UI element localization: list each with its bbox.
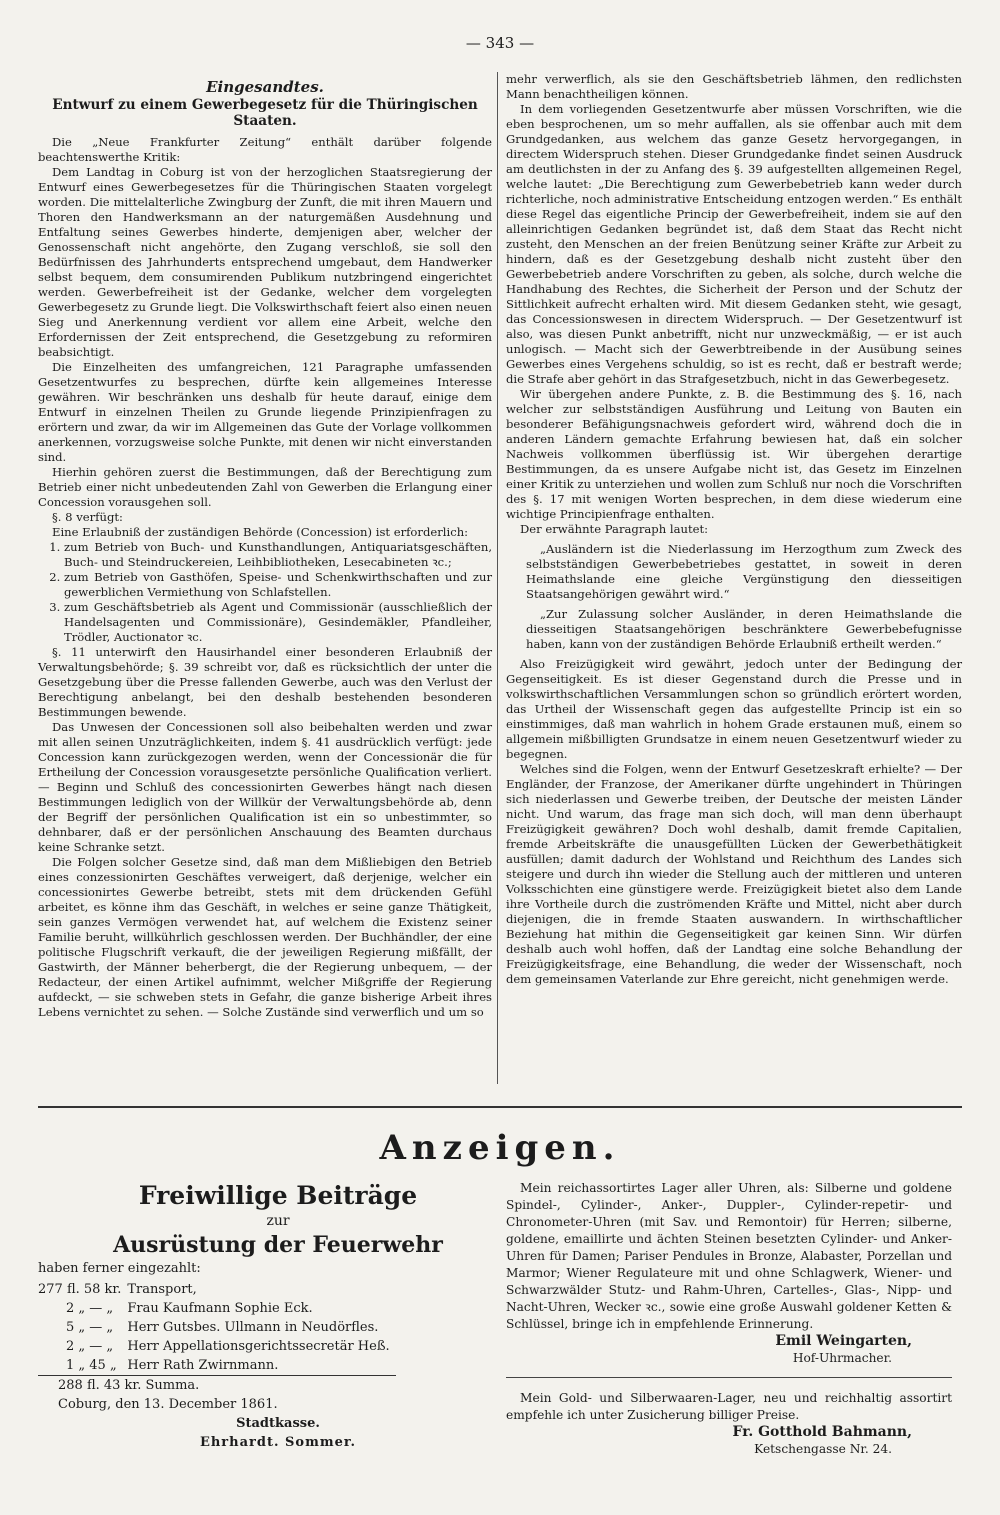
notice-subtitle: Ausrüstung der Feuerwehr <box>113 1232 443 1258</box>
paragraph: In dem vorliegenden Gesetzentwurfe aber müssen Vorschriften, wie die eben besprochenen, um so mehr auffallen, als sie offenbar auch mit dem Grundgedanken, aus welchem das ganze Gesetz hervorgegangen, in directem Widerspruch stehen. Dieser Grundgedanke findet seinen Ausdruck am deutlichsten in der zu Anfang des §. 39 aufgestellten allgemeinen Regel, welche lautet: „Die Berechtigung zum Gewerbebetrieb kann weder durch richterliche, noch administrative Entscheidung entzogen werden.“ Es enthält diese Regel das eigentliche Princip der Gewerbefreiheit, indem sie auf den alleinrichtigen Gedanken begründet ist, daß dem Staat das Recht nicht zusteht, den Menschen an der freien Benützung seiner Kräfte zur Arbeit zu hindern, daß es der Gesetzgebung deshalb nicht zusteht über den Gewerbebetrieb andere Vorschriften zu geben, als solche, durch welche die Handhabung des Rechtes, die Sicherheit der Person und der Schutz der Sittlichkeit aufrecht erhalten wird. Mit diesem Gedanken steht, wie gesagt, das Concessionswesen in directem Widerspruch. — Der Gesetzentwurf ist also, was diesen Punkt anbetrifft, nicht nur unzweckmäßig, — er ist auch unlogisch. — Macht sich der Gewerbtreibende in der Ausübung seines Gewerbes eines Vergehens schuldig, so ist es recht, daß er bestraft werde; die Strafe aber gehört in das Strafgesetzbuch, nicht in das Gewerbegesetz. <box>506 102 962 386</box>
quote: „Zur Zulassung solcher Ausländer, in deren Heimathslande die diesseitigen Staatsangehörigen beschränktere Gewerbebefugnisse haben, kann von der zuständigen Behörde Erlaubniß ertheilt werden.“ <box>526 607 962 651</box>
sum-line: 288 fl. 43 kr. Summa. <box>58 1378 200 1393</box>
name-cell: Herr Appellationsgerichtssecretär Heß. <box>127 1339 390 1354</box>
name-cell: Frau Kaufmann Sophie Eck. <box>127 1301 313 1316</box>
watch-ad-title: Hof-Uhrmacher. <box>792 1351 892 1365</box>
paragraph: Wir übergehen andere Punkte, z. B. die Bestimmung des §. 16, nach welcher zur selbstständigen Ausführung und Leitung von Bauten ein besonderer Befähigungsnachweis gefordert wird, während doch die in anderen Ländern gemachte Erfahrung bewiesen hat, daß ein solcher Nachweis vollkommen überflüssig ist. Wir übergehen derartige Bestimmungen, da es unsere Aufgabe nicht ist, das Gesetz im Einzelnen einer Kritik zu unterziehen und wollen zum Schluß nur noch die Vorschriften des §. 17 mit wenigen Worten besprechen, in dem diese wiederum eine wichtige Principienfrage enthalten. <box>506 387 962 521</box>
left-column <box>38 72 492 1020</box>
notice-title-connector: zur <box>266 1213 290 1229</box>
list-item: 1. zum Betrieb von Buch- und Kunsthandlungen, Antiquariatsgeschäften, Buch- und Steindruckereien, Leihbibliotheken, Lesecabineten ꝛc.; <box>64 540 492 570</box>
amount-cell: 2 „ — „ <box>66 1301 114 1316</box>
ad-divider <box>506 1377 952 1378</box>
notice-intro: haben ferner eingezahlt: <box>38 1261 201 1276</box>
paragraph: Eine Erlaubniß der zuständigen Behörde (Concession) ist erforderlich: <box>52 525 469 539</box>
goldware-ad-address: Ketschengasse Nr. 24. <box>754 1442 892 1456</box>
paragraph: §. 11 unterwirft den Hausirhandel einer besonderen Erlaubniß der Verwaltungsbehörde; §. 39 schreibt vor, daß es rücksichtlich der unter die Gesetzgebung über die Presse fallenden Gewerbe, auch was den Verlust der Berechtigung anbelangt, bei den deshalb bestehenden besonderen Bestimmungen bewende. <box>38 645 492 719</box>
table-row <box>38 1299 396 1318</box>
paragraph: Die „Neue Frankfurter Zeitung“ enthält darüber folgende beachtenswerthe Kritik: <box>38 135 492 164</box>
goldware-ad-signature: Fr. Gotthold Bahmann, <box>732 1424 912 1440</box>
list-item: 3. zum Geschäftsbetrieb als Agent und Commissionär (ausschließlich der Handelsagenten und Commissionäre), Gesindemäkler, Pfandleiher, Trödler, Auctionator ꝛc. <box>64 600 492 645</box>
name-cell: Herr Gutsbes. Ullmann in Neudörfles. <box>127 1320 379 1335</box>
section-divider <box>38 1106 962 1108</box>
list-item: 2. zum Betrieb von Gasthöfen, Speise- und Schenkwirthschaften und zur gewerblichen Vermiethung von Schlafstellen. <box>64 570 492 600</box>
name-cell: Transport, <box>127 1282 197 1297</box>
advertisements <box>506 1180 952 1458</box>
date-line: Coburg, den 13. December 1861. <box>58 1397 278 1412</box>
amount-cell: 277 fl. 58 kr. <box>38 1282 122 1297</box>
paragraph: Die Folgen solcher Gesetze sind, daß man dem Mißliebigen den Betrieb eines conzessionirten Geschäftes verweigert, daß derjenige, welcher ein concessionirtes Gewerbe betreibt, stets mit dem drückenden Gefühl arbeitet, es könne ihm das Geschäft, in welches er seine ganze Thätigkeit, sein ganzes Vermögen verwendet hat, auf welchem die Existenz seiner Familie beruht, willkührlich geschlossen werden. Der Buchhändler, der eine politische Flugschrift verkauft, die der jeweiligen Regierung mißfällt, der Gastwirth, der Männer beherbergt, die der Regierung unbequem, — der Redacteur, der einen Artikel aufnimmt, welcher Mißgriffe der Regierung aufdeckt, — sie schweben stets in Gefahr, die ganze bisherige Arbeit ihres Lebens vernichtet zu sehen. — Solche Zustände sind verwerflich und um so <box>38 855 492 1019</box>
paragraph: Welches sind die Folgen, wenn der Entwurf Gesetzeskraft erhielte? — Der Engländer, der Franzose, der Amerikaner dürfte ungehindert in Thüringen sich niederlassen und Gewerbe treiben, der Deutsche der meisten Länder nicht. Und warum, das frage man sich doch, will man denn überhaupt Freizügigkeit gewähren? Doch wohl deshalb, damit fremde Capitalien, fremde Arbeitskräfte die unausgefüllten Lücken der Gewerbethätigkeit ausfüllen; damit dadurch der Wohlstand und Reichthum des Landes sich steigere und durch ihn wieder die Stellung auch der mittleren und unteren Volksschichten eine günstigere werde. Freizügigkeit bietet also dem Lande ihre Vortheile durch die zuströmenden Kräfte und Mittel, nicht aber durch diejenigen, die in fremde Staaten auswandern. In wirthschaftlicher Beziehung hat mithin die Gegenseitigkeit gar keinen Sinn. Wir dürfen deshalb auch wohl hoffen, daß der Landtag eine solche Behandlung der Freizügigkeitsfrage, eine Behandlung, die weder der Wissenschaft, noch dem gemeinsamen Vaterlande zur Ehre gereicht, nicht genehmigen werde. <box>506 762 962 986</box>
section-title: Eingesandtes. <box>206 78 324 96</box>
right-column <box>506 72 962 987</box>
watch-ad-text: Mein reichassortirtes Lager aller Uhren, als: Silberne und goldene Spindel-, Cylinder-, Anker-, Duppler-, Cylinder-repetir- und Chronometer-Uhren (mit Sav. und Remontoir) für Herren; silberne, goldene, emaillirte und ächten Steinen besetzten Cylinder- und Anker-Uhren für Damen; Pariser Pendules in Bronze, Alabaster, Porzellan und Marmor; Wiener Regulateure mit und ohne Schlagwerk, Wiener- und Schwarzwälder Stutz- und Rahm-Uhren, Cartelles-, Glas-, Nipp- und Nacht-Uhren, Wecker ꝛc., sowie eine große Auswahl goldener Ketten & Schlüssel, bringe ich in empfehlende Erinnerung. <box>506 1181 952 1331</box>
donations-notice <box>38 1180 478 1452</box>
paragraph: §. 8 verfügt: <box>52 510 123 524</box>
watch-ad-signature: Emil Weingarten, <box>775 1333 912 1349</box>
paragraph: mehr verwerflich, als sie den Geschäftsbetrieb lähmen, den redlichsten Mann benachtheiligen können. <box>506 72 962 101</box>
amount-cell: 5 „ — „ <box>66 1320 114 1335</box>
table-row <box>38 1318 396 1337</box>
quote: „Ausländern ist die Niederlassung im Herzogthum zum Zweck des selbstständigen Gewerbebetriebes gestattet, in soweit in deren Heimathslande eine gleiche Vergünstigung den diesseitigen Staatsangehörigen gewährt wird.“ <box>526 542 962 601</box>
table-row <box>38 1337 396 1356</box>
amount-cell: 1 „ 45 „ <box>38 1356 127 1376</box>
paragraph: Die Einzelheiten des umfangreichen, 121 Paragraphe umfassenden Gesetzentwurfes zu besprechen, dürfte kein allgemeines Interesse gewähren. Wir beschränken uns deshalb für heute darauf, einige dem Entwurf in einzelnen Theilen zu Grunde liegende Prinzipienfragen zu erörtern und zwar, da wir im Allgemeinen das Gute der Vorlage vollkommen anerkennen, vorzugsweise solche Punkte, mit denen wir nicht einverstanden sind. <box>38 360 492 464</box>
office-name: Stadtkasse. <box>236 1416 320 1431</box>
ads-title: Anzeigen. <box>379 1128 621 1168</box>
article-heading: Entwurf zu einem Gewerbegesetz für die Thüringischen Staaten. <box>52 97 478 129</box>
page-number: — 343 — <box>465 34 535 52</box>
notice-title: Freiwillige Beiträge <box>138 1181 418 1210</box>
paragraph: Also Freizügigkeit wird gewährt, jedoch unter der Bedingung der Gegenseitigkeit. Es ist dieser Gegenstand durch die Presse und in volkswirthschaftlichen Versammlungen schon so gründlich erörtert worden, das Urtheil der Wissenschaft gegen das aufgestellte Princip ist ein so einstimmiges, daß man wahrlich in hohem Grade erstaunen muß, einem so allgemein mißbilligten Grundsatze in einem neuen Gesetzentwurf wieder zu begegnen. <box>506 657 962 761</box>
paragraph: Dem Landtag in Coburg ist von der herzoglichen Staatsregierung der Entwurf eines Gewerbegesetzes für die Thüringischen Staaten vorgelegt worden. Die mittelalterliche Zwingburg der Zunft, die mit ihren Mauern und Thoren den Handwerksmann an der naturgemäßen Ausdehnung und Entfaltung seines Gewerbes hinderte, demjenigen aber, welcher der Genossenschaft nicht angehörte, den Zugang verschloß, sie soll den Bedürfnissen des Jahrhunderts entsprechend umgebaut, dem Handwerker selbst bequem, dem consumirenden Publikum nutzbringend eingerichtet werden. Gewerbefreiheit ist der Gedanke, welcher dem vorgelegten Gewerbegesetz zu Grunde liegt. Die Volkswirthschaft feiert also einen neuen Sieg und Anerkennung verdient vor allem eine Arbeit, welche den Erfordernissen der Zeit entsprechend, die Gesetzgebung zu reformiren beabsichtigt. <box>38 165 492 359</box>
amount-cell: 2 „ — „ <box>66 1339 114 1354</box>
paragraph: Das Unwesen der Concessionen soll also beibehalten werden und zwar mit allen seinen Unzuträglichkeiten, indem §. 41 ausdrücklich verfügt: jede Concession kann zurückgezogen werden, wenn der Concessionär die für Ertheilung der Concession vorausgesetzte persönliche Qualification verliert. — Beginn und Schluß des concessionirten Gewerbes hängt nach diesen Bestimmungen lediglich von der Willkür der Verwaltungsbehörde ab, denn der Begriff der persönlichen Qualification ist ein so unbestimmter, so dehnbarer, daß er der persönlichen Anschauung des Beamten durchaus keine Schranke setzt. <box>38 720 492 854</box>
table-row <box>38 1280 396 1299</box>
name-cell: Herr Rath Zwirnmann. <box>127 1356 395 1376</box>
paragraph: Hierhin gehören zuerst die Bestimmungen, daß der Berechtigung zum Betrieb einer nicht unbedeutenden Zahl von Gewerben die Erlangung einer Concession vorausgehen soll. <box>38 465 492 509</box>
goldware-ad-text: Mein Gold- und Silberwaaren-Lager, neu und reichhaltig assortirt empfehle ich unter Zusicherung billiger Preise. <box>506 1391 952 1422</box>
donor-table <box>38 1280 396 1376</box>
table-row <box>38 1356 396 1376</box>
paragraph: Der erwähnte Paragraph lautet: <box>520 522 709 536</box>
signers: Ehrhardt. Sommer. <box>199 1435 357 1450</box>
concession-list <box>38 540 492 645</box>
column-divider <box>497 72 498 1084</box>
